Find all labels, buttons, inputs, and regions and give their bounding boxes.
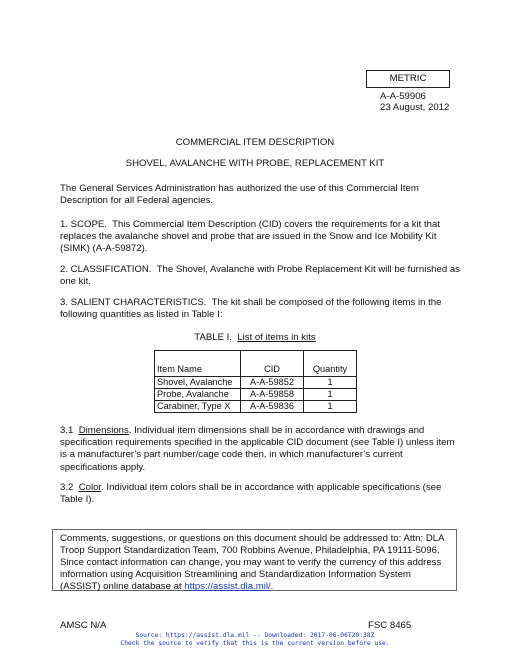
items-table (154, 350, 357, 413)
metric-label: METRIC (366, 70, 450, 88)
classification-heading: 2. CLASSIFICATION. (60, 264, 152, 275)
salient-paragraph (60, 297, 460, 321)
comments-text: Comments, suggestions, or questions on this document should be addressed to: Attn: DLA Troop Support Standardization Team, 700 Robbins Avenue, Philadelphia, PA 19111-5096. Since contact information can change, you may want to verify the currency of this address information using Acquisition Streamlining and Standardization Information System (ASSIST) online database at (60, 533, 444, 592)
table-cell-quantity: 1 (304, 377, 357, 389)
color-heading: Color (78, 482, 102, 493)
intro-text: The General Services Administration has authorized the use of this Commercial Item Description for all Federal agencies. (60, 183, 419, 207)
table-cell-item-name: Shovel, Avalanche (155, 377, 241, 389)
color-number: 3.2 (60, 482, 74, 493)
table-cell-item-name: Carabiner, Type X (155, 401, 241, 413)
table-cell-quantity: 1 (304, 389, 357, 401)
document-title: SHOVEL, AVALANCHE WITH PROBE, REPLACEMENT KIT (125, 158, 385, 169)
table-cell-quantity: 1 (304, 401, 357, 413)
dimensions-number: 3.1 (60, 425, 74, 436)
table-header-cid: CID (241, 351, 304, 377)
color-paragraph (60, 482, 460, 506)
document-number: A-A-59906 (380, 91, 426, 102)
table-row (155, 389, 357, 401)
table-cell-cid: A-A-59852 (241, 377, 304, 389)
table-header-row (155, 351, 357, 377)
comments-suffix: . (270, 581, 274, 592)
scope-paragraph (60, 219, 460, 256)
table-cell-item-name: Probe, Avalanche (155, 389, 241, 401)
classification-paragraph (60, 264, 460, 288)
amsc-label: AMSC N/A (60, 620, 107, 631)
document-date: 23 August, 2012 (380, 102, 450, 113)
table-caption-prefix: TABLE I. (194, 332, 232, 343)
source-line-2: Check the source to verify that this is the current version before use. (120, 640, 390, 647)
salient-text: The kit shall be composed of the following items in the following quantities as listed in Table I: (60, 297, 442, 321)
dimensions-paragraph (60, 425, 460, 474)
classification-text: The Shovel, Avalanche with Probe Replacement Kit will be furnished as one kit. (60, 264, 460, 288)
fsc-label: FSC 8465 (368, 620, 412, 631)
table-caption (0, 332, 510, 343)
table-cell-cid: A-A-59858 (241, 389, 304, 401)
color-text: . Individual item colors shall be in accordance with applicable specifications (see Table I). (60, 482, 442, 506)
table-row (155, 377, 357, 389)
comments-box (52, 529, 457, 591)
table-cell-cid: A-A-59836 (241, 401, 304, 413)
table-caption-title: List of items in kits (237, 332, 316, 343)
assist-link[interactable]: https://assist.dla.mil/ (184, 581, 271, 592)
scope-text: This Commercial Item Description (CID) covers the requirements for a kit that replaces the avalanche shovel and probe that are issued in the Snow and Ice Mobility Kit (SIMK) (A-A-59872). (60, 219, 440, 255)
salient-heading: 3. SALIENT CHARACTERISTICS. (60, 297, 207, 308)
scope-heading: 1. SCOPE. (60, 219, 107, 230)
table-header-quantity: Quantity (304, 351, 357, 377)
dimensions-text: . Individual item dimensions shall be in accordance with drawings and specification requirements specified in the applicable CID document (see Table I) unless item is a manufacturer’s part number/cage code then, in which manufacturer’s current specifications apply. (60, 425, 455, 473)
table-row (155, 401, 357, 413)
dimensions-heading: Dimensions (78, 425, 129, 436)
intro-paragraph (60, 183, 460, 207)
document-type-title: COMMERCIAL ITEM DESCRIPTION (175, 137, 335, 148)
source-line-1: Source: https://assist.dla.mil -- Downloaded: 2017-06-06T20:38Z (135, 632, 375, 639)
table-header-item-name: Item Name (155, 351, 241, 377)
